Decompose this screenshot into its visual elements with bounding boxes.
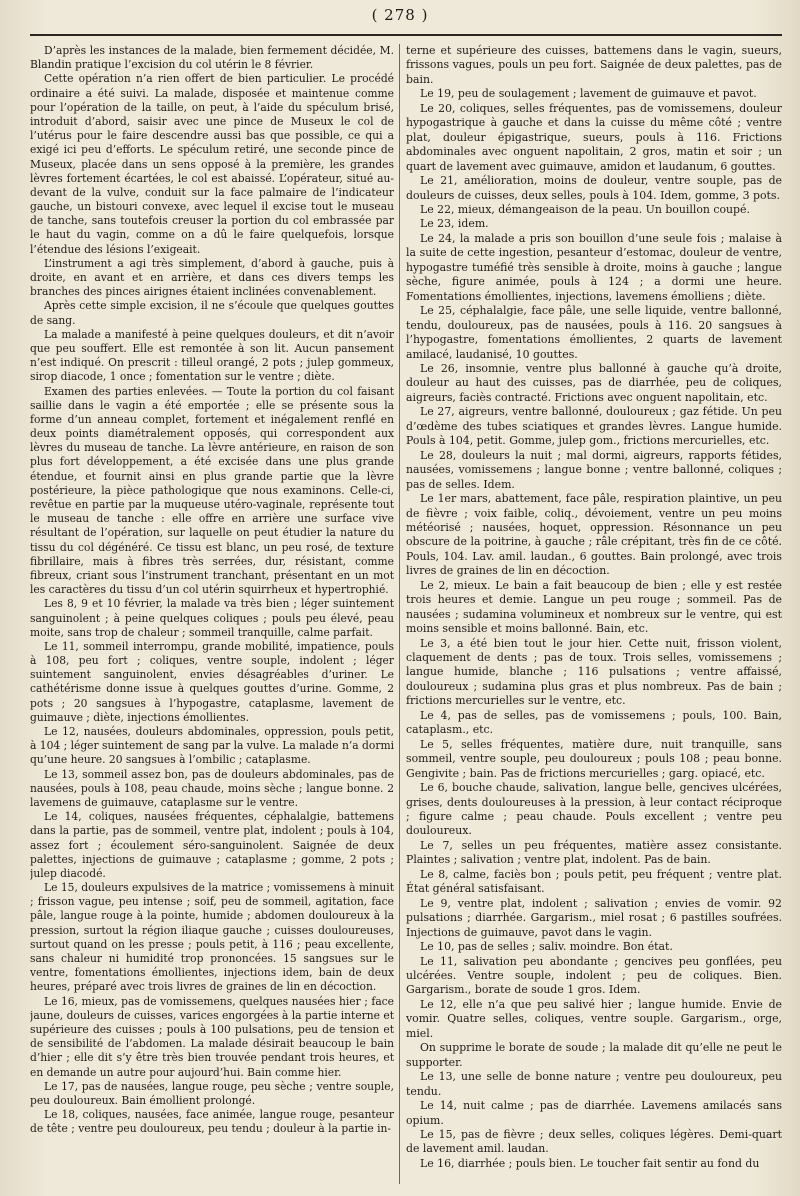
right-column bbox=[406, 44, 782, 1184]
paragraph: Le 17, pas de nausées, langue rouge, peu sèche ; ventre souple, peu douloureux. Bain émollient prolongé. bbox=[30, 1079, 394, 1107]
paragraph: La malade a manifesté à peine quelques douleurs, et dit n’avoir que peu souffert. Elle est remontée à son lit. Aucun pansement n’est indiqué. On prescrit : tilleul orangé, 2 pots ; julep gommeux, sirop diacode, 1 once ; fomentation sur le ventre ; diète. bbox=[30, 327, 394, 384]
paragraph: Le 24, la malade a pris son bouillon d’une seule fois ; malaise à la suite de cette ingestion, pesanteur d’estomac, douleur de ventre, hypogastre tuméfié très sensible à droite, moins à gauche ; langue sèche, figure animée, pouls à 124 ; a dormi une heure. Fomentations émollientes, injections, lavemens émolliens ; diète. bbox=[406, 231, 782, 303]
paragraph: Le 14, coliques, nausées fréquentes, céphalalgie, battemens dans la partie, pas de sommeil, ventre plat, indolent ; pouls à 104, assez fort ; écoulement séro-sanguinolent. Saignée de deux palettes, injections de guimauve ; cataplasme ; gomme, 2 pots ; julep diacodé. bbox=[30, 810, 394, 880]
paragraph: Le 21, amélioration, moins de douleur, ventre souple, pas de douleurs de cuisses, deux selles, pouls à 104. Idem, gomme, 3 pots. bbox=[406, 174, 782, 202]
paragraph: Le 9, ventre plat, indolent ; salivation ; envies de vomir. 92 pulsations ; diarrhée. Gargarism., miel rosat ; 6 pastilles soufrées. Injections de guimauve, pavot dans le vagin. bbox=[406, 896, 782, 939]
paragraph: Le 20, coliques, selles fréquentes, pas de vomissemens, douleur hypogastrique à gauche et dans la cuisse du même côté ; ventre plat, douleur épigastrique, sueurs, pouls à 116. Frictions abdominales avec onguent napolitain, 2 gros, matin et soir ; un quart de lavement avec guimauve, amidon et laudanum, 6 gouttes. bbox=[406, 101, 782, 173]
paragraph: Le 14, nuit calme ; pas de diarrhée. Lavemens amilacés sans opium. bbox=[406, 1099, 782, 1127]
paragraph: Le 1er mars, abattement, face pâle, respiration plaintive, un peu de fièvre ; voix faible, coliq., dévoiement, ventre un peu moins météorisé ; nausées, hoquet, oppression. Résonnance un peu obscure de la poitrine, à gauche ; râle crépitant, très fin de ce côté. Pouls, 104. Lav. amil. laudan., 6 gouttes. Bain prolongé, avec trois livres de graines de lin en décoction. bbox=[406, 492, 782, 578]
paragraph: Le 4, pas de selles, pas de vomissemens ; pouls, 100. Bain, cataplasm., etc. bbox=[406, 708, 782, 737]
paragraph: Le 13, une selle de bonne nature ; ventre peu douloureux, peu tendu. bbox=[406, 1070, 782, 1098]
paragraph: Le 10, pas de selles ; saliv. moindre. Bon état. bbox=[420, 940, 673, 954]
paragraph: Cette opération n’a rien offert de bien particulier. Le procédé ordinaire a été suivi. La malade, disposée et maintenue comme pour l’opération de la taille, on peut, à l’aide du spéculum brisé, introduit d’abord, saisir avec une pince de Museux le col de l’utérus pour le faire descendre aussi bas que possible, ce qui a exigé ici peu d’efforts. Le spéculum retiré, une seconde pince de Museux, placée dans un sens opposé à la première, les grandes lèvres fortement écartées, le col est abaissé. L’opérateur, situé au-devant de la vulve, conduit sur la face palmaire de l’indicateur gauche, un bistouri convexe, avec lequel il excise tout le museau de tanche, sans toutefois creuser la portion du col embrassée par le haut du vagin, comme on a dû le faire quelquefois, lorsque l’étendue des lésions l’exigeait. bbox=[30, 72, 394, 256]
paragraph: Le 26, insomnie, ventre plus ballonné à gauche qu’à droite, douleur au haut des cuisses, pas de diarrhée, peu de coliques, aigreurs, faciès contracté. Frictions avec onguent napolitain, etc. bbox=[406, 361, 782, 404]
paragraph: Le 8, calme, faciès bon ; pouls petit, peu fréquent ; ventre plat. État général satisfaisant. bbox=[406, 867, 782, 896]
paragraph: Le 12, elle n’a que peu salivé hier ; langue humide. Envie de vomir. Quatre selles, coliques, ventre souple. Gargarism., orge, miel. bbox=[406, 997, 782, 1040]
left-column bbox=[30, 44, 394, 1184]
paragraph: Le 19, peu de soulagement ; lavement de guimauve et pavot. bbox=[420, 87, 757, 101]
paragraph: Les 8, 9 et 10 février, la malade va très bien ; léger suintement sanguinolent ; à peine quelques coliques ; pouls peu élevé, peau moite, sans trop de chaleur ; sommeil tranquille, calme parfait. bbox=[30, 597, 394, 639]
paragraph: L’instrument a agi très simplement, d’abord à gauche, puis à droite, en avant et en arrière, et dans ces divers temps les branches des pinces airignes étaient inclinées convenablement. bbox=[30, 256, 394, 299]
paragraph: Le 15, pas de fièvre ; deux selles, coliques légères. Demi-quart de lavement amil. laudan. bbox=[406, 1127, 782, 1156]
paragraph: Le 25, céphalalgie, face pâle, une selle liquide, ventre ballonné, tendu, douloureux, pas de nausées, pouls à 116. 20 sangsues à l’hypogastre, fomentations émollientes, 2 quarts de lavement amilacé, laudanisé, 10 gouttes. bbox=[406, 304, 782, 361]
paragraph: Le 27, aigreurs, ventre ballonné, douloureux ; gaz fétide. Un peu d’œdème des tubes sciatiques et grandes lèvres. Langue humide. Pouls à 104, petit. Gomme, julep gom., frictions mercurielles, etc. bbox=[406, 405, 782, 448]
paragraph: Le 3, a été bien tout le jour hier. Cette nuit, frisson violent, claquement de dents ; pas de toux. Trois selles, vomissemens ; langue humide, blanche ; 116 pulsations ; ventre affaissé, douloureux ; sudamina plus gras et plus nombreux. Pas de bain ; frictions mercurielles sur le ventre, etc. bbox=[406, 636, 782, 708]
paragraph: Le 13, sommeil assez bon, pas de douleurs abdominales, pas de nausées, pouls à 108, peau chaude, moins sèche ; langue bonne. 2 lavemens de guimauve, cataplasme sur le ventre. bbox=[30, 767, 394, 809]
paragraph: Le 22, mieux, démangeaison de la peau. Un bouillon coupé. bbox=[420, 202, 750, 216]
header-rule bbox=[30, 34, 782, 36]
paragraph: Le 7, selles un peu fréquentes, matière assez consistante. Plaintes ; salivation ; ventre plat, indolent. Pas de bain. bbox=[406, 838, 782, 867]
paragraph: Après cette simple excision, il ne s’écoule que quelques gouttes de sang. bbox=[30, 299, 394, 327]
paragraph: Le 16, mieux, pas de vomissemens, quelques nausées hier ; face jaune, douleurs de cuisses, varices engorgées à la partie interne et supérieure des cuisses ; pouls à 100 pulsations, peu de tension et de sensibilité de l’abdomen. La malade désirait beaucoup le bain d’hier ; elle dit s’y être très bien trouvée pendant trois heures, et en demande un autre pour aujourd’hui. Bain comme hier. bbox=[30, 994, 394, 1079]
column-divider bbox=[399, 44, 400, 1184]
paragraph: Le 18, coliques, nausées, face animée, langue rouge, pesanteur de tête ; ventre peu douloureux, peu tendu ; douleur à la partie in- bbox=[30, 1108, 394, 1136]
paragraph: Examen des parties enlevées. — Toute la portion du col faisant saillie dans le vagin a été emportée ; elle se présente sous la forme d’un anneau complet, fortement et inégalement renflé en deux points diamétralement opposés, qui correspondent aux lèvres du museau de tanche. La lèvre antérieure, en raison de son plus fort développement, a été excisée dans une plus grande étendue, et fournit ainsi en plus grande partie que la lèvre postérieure, la pièce pathologique que nous examinons. Celle-ci, revêtue en partie par la muqueuse utéro-vaginale, représente tout le museau de tanche : elle offre en arrière une surface vive résultant de l’opération, sur laquelle on peut étudier la nature du tissu du col dégénéré. Ce tissu est blanc, un peu rosé, de texture fibrillaire, mais à fibres très serrées, dur, résistant, comme fibreux, criant sous l’instrument tranchant, présentant en un mot les caractères du tissu d’un col utérin squirrheux et hypertrophié. bbox=[30, 384, 394, 597]
paragraph: Le 2, mieux. Le bain a fait beaucoup de bien ; elle y est restée trois heures et demie. Langue un peu rouge ; sommeil. Pas de nausées ; sudamina volumineux et nombreux sur le ventre, qui est moins sensible et moins ballonné. Bain, etc. bbox=[406, 578, 782, 636]
page-number: ( 278 ) bbox=[371, 6, 429, 24]
paragraph: Le 11, sommeil interrompu, grande mobilité, impatience, pouls à 108, peu fort ; coliques, ventre souple, indolent ; léger suintement sanguinolent, envies désagréables d’uriner. Le cathétérisme donne issue à quelques gouttes d’urine. Gomme, 2 pots ; 20 sangsues à l’hypogastre, cataplasme, lavement de guimauve ; diète, injections émollientes. bbox=[30, 639, 394, 724]
paragraph: Le 11, salivation peu abondante ; gencives peu gonflées, peu ulcérées. Ventre souple, indolent ; peu de coliques. Bien. Gargarism., borate de soude 1 gros. Idem. bbox=[406, 954, 782, 997]
paragraph: terne et supérieure des cuisses, battemens dans le vagin, sueurs, frissons vagues, pouls un peu fort. Saignée de deux palettes, pas de bain. bbox=[406, 44, 782, 86]
paragraph: Le 6, bouche chaude, salivation, langue belle, gencives ulcérées, grises, dents douloureuses à la pression, à leur contact réciproque ; figure calme ; peau chaude. Pouls excellent ; ventre peu douloureux. bbox=[406, 781, 782, 838]
paragraph: D’après les instances de la malade, bien fermement décidée, M. Blandin pratique l’excision du col utérin le 8 février. bbox=[30, 44, 394, 72]
paragraph: Le 16, diarrhée ; pouls bien. Le toucher fait sentir au fond du bbox=[420, 1156, 760, 1170]
paragraph: Le 12, nausées, douleurs abdominales, oppression, pouls petit, à 104 ; léger suintement de sang par la vulve. La malade n’a dormi qu’une heure. 20 sangsues à l’ombilic ; cataplasme. bbox=[30, 725, 394, 767]
paragraph: Le 28, douleurs la nuit ; mal dormi, aigreurs, rapports fétides, nausées, vomissemens ; langue bonne ; ventre ballonné, coliques ; pas de selles. Idem. bbox=[406, 448, 782, 491]
paragraph: On supprime le borate de soude ; la malade dit qu’elle ne peut le supporter. bbox=[406, 1041, 782, 1069]
paragraph: Le 23, idem. bbox=[420, 217, 489, 231]
paragraph: Le 5, selles fréquentes, matière dure, nuit tranquille, sans sommeil, ventre souple, peu douloureux ; pouls 108 ; peau bonne. Gengivite ; bain. Pas de frictions mercurielles ; garg. opiacé, etc. bbox=[406, 737, 782, 780]
paragraph: Le 15, douleurs expulsives de la matrice ; vomissemens à minuit ; frisson vague, peu intense ; soif, peu de sommeil, agitation, face pâle, langue rouge à la pointe, humide ; abdomen douloureux à la pression, surtout la région iliaque gauche ; cuisses douloureuses, surtout quand on les presse ; pouls petit, à 116 ; peau excellente, sans chaleur ni humidité trop prononcées. 15 sangsues sur le ventre, fomentations émollientes, injections idem, bain de deux heures, préparé avec trois livres de graines de lin en décoction. bbox=[30, 881, 394, 994]
